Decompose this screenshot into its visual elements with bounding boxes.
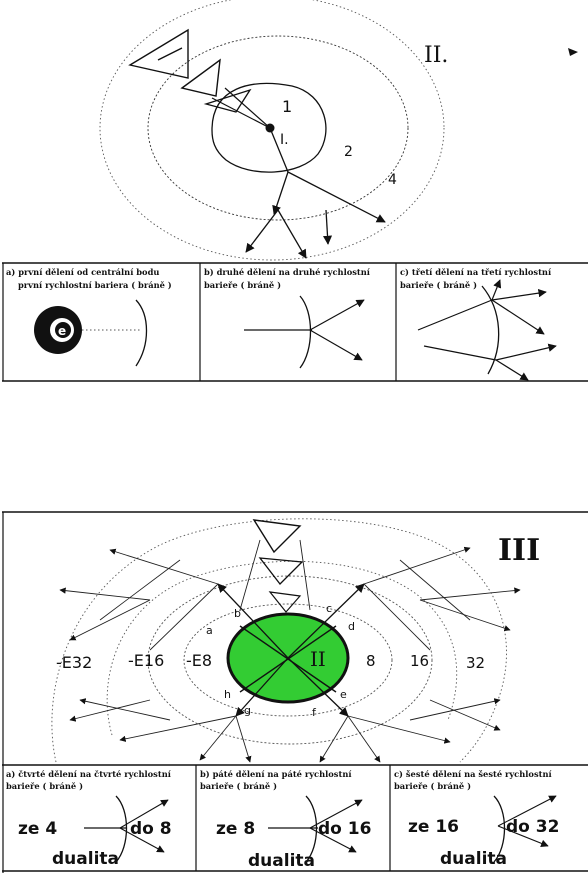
lower-web-line (430, 700, 500, 730)
upper-panel-c-caption-1: c) třetí dělení na třetí rychlostní (400, 267, 552, 277)
upper-panel-a-barrier-arc (136, 300, 147, 366)
upper-panel-c-arrow-4 (496, 346, 556, 360)
lower-web-line (300, 540, 310, 610)
upper-panel-c-lower-line (424, 346, 496, 360)
upper-triangle-1 (130, 30, 188, 78)
lower-letter-f: f (312, 706, 316, 719)
upper-arrows (246, 128, 385, 258)
upper-panel-c-arrow-1 (492, 292, 546, 300)
lower-letter-e: e (340, 688, 347, 701)
lower-web-line (410, 700, 500, 720)
lower-panel-a-caption-2: barieře ( bráně ) (6, 781, 84, 791)
lower-panel-c-from: ze 16 (408, 817, 459, 837)
lower-letter-a: a (206, 624, 213, 637)
lower-center-label: II (310, 647, 326, 671)
lower-web-line (100, 560, 180, 620)
lower-label-32: 32 (466, 654, 486, 672)
lower-label-neg-e32: -E32 (56, 653, 93, 672)
upper-arrow-2 (288, 172, 385, 222)
lower-web-line (150, 584, 218, 650)
upper-zone-label-4: 4 (388, 172, 397, 188)
upper-arrow-3 (246, 210, 278, 252)
lower-figure (2, 512, 588, 873)
upper-panel-b-caption-2: barieře ( bráně ) (204, 280, 282, 290)
lower-panel-c-word: dualita (440, 849, 507, 869)
upper-panel-c-caption-2: barieře ( bráně ) (400, 280, 478, 290)
upper-zone-label-2: 2 (344, 144, 353, 160)
upper-panel-a-caption-2: první rychlostní bariera ( bráně ) (18, 280, 172, 290)
lower-web-line (236, 716, 250, 762)
lower-panel-a-caption-1: a) čtvrté dělení na čtvrté rychlostní (6, 769, 171, 779)
upper-ring-middle (148, 36, 408, 220)
upper-zone-label-1: 1 (282, 97, 293, 116)
lower-web-line (70, 700, 150, 720)
upper-panel-b-arrow-down (310, 330, 362, 360)
lower-panel-b-from: ze 8 (216, 819, 256, 839)
upper-panel-c-arrow-3 (492, 280, 500, 300)
upper-panel-a-caption-1: a) první dělení od centrální bodu (6, 267, 160, 277)
lower-panel-b-caption-1: b) páté dělení na páté rychlostní (200, 769, 352, 779)
upper-panel-b-caption-1: b) druhé dělení na druhé rychlostní (204, 267, 370, 277)
lower-label-8: 8 (366, 652, 376, 670)
upper-panel-b-barrier-arc (300, 296, 311, 368)
lower-panel-b-to: do 16 (318, 819, 372, 839)
lower-panel-b-word: dualita (248, 851, 315, 871)
lower-panels (2, 765, 588, 871)
lower-web-line (70, 600, 150, 640)
upper-panel-c-arrow-2 (492, 300, 544, 334)
lower-letter-b: b (234, 607, 241, 620)
lower-web-line (120, 716, 236, 740)
lower-web-line (400, 560, 470, 620)
lower-letter-h: h (224, 688, 231, 701)
upper-corner-mark (568, 48, 578, 56)
upper-arrow-1 (274, 172, 288, 214)
upper-panel-c-arrow-5 (496, 360, 528, 380)
lower-panel-a-from: ze 4 (18, 819, 58, 839)
lower-letter-d: d (348, 620, 355, 633)
lower-triangle-3 (270, 592, 300, 612)
lower-web-line (240, 540, 260, 610)
upper-panels (2, 263, 588, 381)
lower-label-neg-e16: -E16 (128, 651, 165, 670)
lower-letter-c: c (326, 602, 333, 615)
lower-triangle-1 (254, 520, 300, 552)
lower-web-line (60, 590, 150, 600)
upper-roman-numeral: II. (424, 43, 449, 68)
lower-web-line (80, 700, 170, 720)
lower-web-line (364, 584, 430, 650)
lower-web-line (320, 716, 348, 762)
lower-web-line (420, 590, 520, 600)
upper-center-label: I. (280, 132, 289, 148)
upper-arrow-4 (278, 210, 306, 258)
lower-label-neg-e8: -E8 (186, 651, 213, 670)
upper-panel-c-upper-line (418, 300, 492, 330)
lower-panel-a-to: do 8 (130, 819, 172, 839)
lower-web-line (110, 550, 218, 584)
lower-panel-c-to: do 32 (506, 817, 560, 837)
lower-panel-c-caption-1: c) šesté dělení na šesté rychlostní (394, 769, 552, 779)
lower-panel-c-caption-2: barieře ( bráně ) (394, 781, 472, 791)
upper-arrow-5 (326, 210, 328, 244)
upper-figure (100, 0, 578, 260)
upper-panel-a-letter: e (58, 324, 67, 338)
lower-web-line (364, 548, 470, 584)
lower-panel-b-caption-2: barieře ( bráně ) (200, 781, 278, 791)
lower-roman-numeral: III (498, 533, 541, 568)
lower-panel-a-word: dualita (52, 849, 119, 869)
lower-letter-g: g (244, 704, 251, 717)
upper-panel-b-arrow-up (310, 300, 364, 330)
lower-label-16: 16 (410, 652, 430, 670)
